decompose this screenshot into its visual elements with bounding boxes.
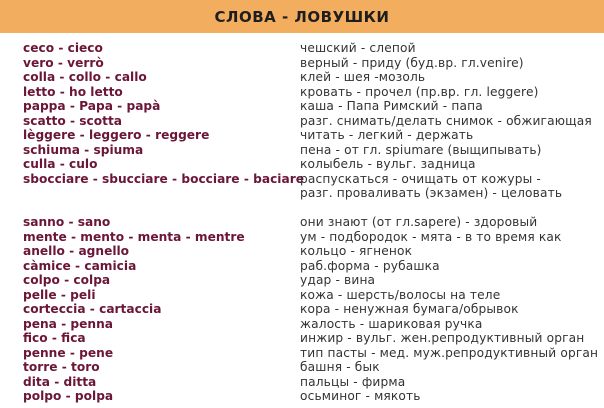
russian-translation: инжир - вульг. жен.репродуктивный орган (300, 331, 585, 345)
russian-translation: колыбель - вульг. задница (300, 157, 476, 171)
header-banner (0, 0, 604, 33)
italian-words: anello - agnello (23, 244, 130, 258)
page-title: СЛОВА - ЛОВУШКИ (214, 7, 390, 26)
italian-words: pappa - Papa - papà (23, 99, 161, 113)
italian-words: torre - toro (23, 360, 100, 374)
italian-words: colla - collo - callo (23, 70, 147, 84)
word-list (0, 33, 604, 404)
list-item (0, 70, 604, 85)
italian-words: càmice - camicia (23, 258, 137, 273)
russian-translation: жалость - шариковая ручка (300, 316, 483, 331)
russian-translation: удар - вина (300, 273, 376, 287)
italian-words: pelle - peli (23, 287, 96, 302)
italian-words: pena - penna (23, 316, 114, 331)
italian-words: mente - mento - menta - mentre (23, 229, 245, 244)
italian-words: colpo - colpa (23, 273, 111, 287)
list-item (0, 172, 604, 187)
russian-translation: клей - шея -мозоль (300, 70, 426, 84)
list-item (0, 360, 604, 375)
russian-translation: кровать - прочел (пр.вр. гл. leggere) (300, 84, 539, 99)
russian-translation: они знают (от гл.sapere) - здоровый (300, 215, 538, 229)
list-item (0, 375, 604, 390)
italian-words: penne - pene (23, 345, 114, 360)
list-item (0, 244, 604, 259)
italian-words: culla - culo (23, 157, 98, 171)
russian-translation: осьминог - мякоть (300, 389, 421, 403)
italian-words: sanno - sano (23, 215, 111, 229)
russian-translation: разг. проваливать (экзамен) - целовать (300, 186, 563, 200)
russian-translation: каша - Папа Римский - папа (300, 99, 483, 113)
russian-translation: пальцы - фирма (300, 374, 406, 389)
list-item (0, 273, 604, 288)
list-item (0, 215, 604, 230)
list-item (0, 41, 604, 56)
italian-words: lèggere - leggero - reggere (23, 128, 210, 142)
russian-translation: башня - бык (300, 360, 380, 374)
list-item (0, 302, 604, 317)
italian-words: corteccia - cartaccia (23, 302, 162, 316)
russian-translation: кожа - шерсть/волосы на теле (300, 287, 501, 302)
russian-translation: раб.форма - рубашка (300, 258, 440, 273)
list-item (0, 331, 604, 346)
list-item (0, 259, 604, 274)
list-item (0, 230, 604, 245)
list-item (0, 99, 604, 114)
list-item-continuation (0, 186, 604, 201)
russian-translation: пена - от гл. spiumare (выщипывать) (300, 142, 542, 157)
list-item (0, 85, 604, 100)
italian-words: sbocciare - sbucciare - bocciare - baciare (23, 171, 304, 186)
list-item (0, 346, 604, 361)
russian-translation: распускаться - очищать от кожуры - (300, 171, 541, 186)
russian-translation: тип пасты - мед. муж.репродуктивный орган (300, 345, 599, 360)
section-divider (0, 201, 604, 216)
list-item (0, 288, 604, 303)
russian-translation: читать - легкий - держать (300, 128, 474, 142)
italian-words: ceco - cieco (23, 41, 103, 55)
list-item (0, 143, 604, 158)
list-item (0, 157, 604, 172)
italian-words: fico - fica (23, 331, 86, 345)
italian-words: vero - verrò (23, 55, 104, 70)
list-item (0, 128, 604, 143)
russian-translation: верный - приду (буд.вр. гл.venire) (300, 55, 524, 70)
russian-translation: ум - подбородок - мята - в то время как (300, 229, 562, 244)
italian-words: letto - ho letto (23, 84, 123, 99)
russian-translation: чешский - слепой (300, 41, 416, 55)
russian-translation: кора - ненужная бумага/обрывок (300, 302, 519, 316)
russian-translation: разг. снимать/делать снимок - обжигающая (300, 113, 592, 128)
italian-words: dita - ditta (23, 374, 97, 389)
list-item (0, 317, 604, 332)
russian-translation: кольцо - ягненок (300, 244, 413, 258)
list-item (0, 56, 604, 71)
italian-words: schiuma - spiuma (23, 142, 144, 157)
list-item (0, 114, 604, 129)
italian-words: scatto - scotta (23, 113, 122, 128)
list-item (0, 389, 604, 404)
italian-words: polpo - polpa (23, 389, 114, 403)
